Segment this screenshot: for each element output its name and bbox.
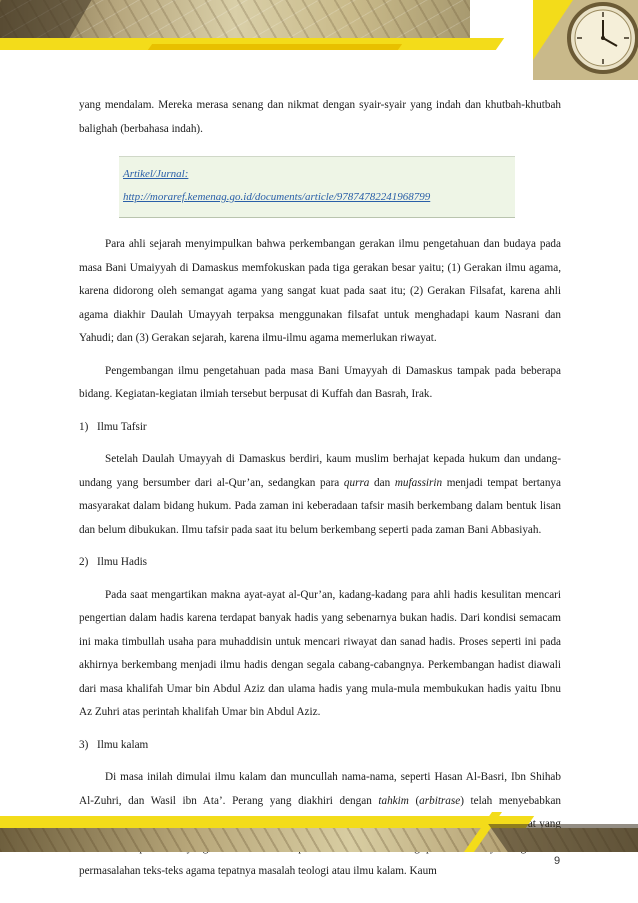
section-text-kalam: Di masa inilah dimulai ilmu kalam dan muncullah nama-nama, seperti Hasan Al-Basri, Ibn Shihab Al-Zuhri, dan Wasil ibn Ata’. Perang yang diakhiri dengan tahkim (arbitrase) telah menyebabkan permasalahan teks-teks agama tepatnya masalah teologi atau ilmu kalam. Kaum bbox=[79, 771, 561, 877]
page-content bbox=[79, 94, 561, 893]
section-number: 1) bbox=[79, 420, 89, 433]
clock-icon bbox=[533, 0, 638, 80]
article-link[interactable]: http://moraref.kemenag.go.id/documents/article/97874782241968799 bbox=[123, 191, 431, 203]
paragraph-pengembangan: Pengembangan ilmu pengetahuan pada masa Bani Umayyah di Damaskus tampak pada beberapa bidang. Kegiatan-kegiatan ilmiah tersebut berpusat di Kuffah dan Basrah, Irak. bbox=[79, 364, 561, 400]
paragraph-gerakan: Para ahli sejarah menyimpulkan bahwa perkembangan gerakan ilmu pengetahuan dan budaya pada masa Bani Umaiyyah di Damaskus memfokuskan pada tiga gerakan besar yaitu; (1) Gerakan ilmu agama, karena didorong oleh semangat agama yang sangat kuat pada saat itu; (2) Gerakan Filsafat, karena ahli agama diakhir Daulah Umayyah terpaksa menggunakan filsafat untuk menghadapi kaum Nasrani dan Yahudi; dan (3) Gerakan sejarah, karena ilmu-ilmu agama memerlukan riwayat. bbox=[79, 238, 561, 344]
section-heading-tafsir bbox=[79, 416, 561, 440]
section-title: Ilmu Tafsir bbox=[97, 420, 147, 433]
section-number: 2) bbox=[79, 556, 89, 568]
page-number: 9 bbox=[554, 855, 561, 867]
header-yellow-stripe-secondary bbox=[148, 44, 402, 50]
footer-decoration bbox=[0, 812, 638, 852]
section-text-hadis: Pada saat mengartikan makna ayat-ayat al-Qur’an, kadang-kadang para ahli hadis kesulitan mencari pengertian dalam hadis karena terdapat banyak hadis yang sebenarnya bukan hadis. Dari kondisi semacam ini maka timbullah usaha para muhaddisin untuk mencari riwayat dan sanad hadis. Proses seperti ini pada akhirnya berkembang menjadi ilmu hadis dengan segala cabang-cabangnya. Perkembangan hadist diawali dari masa khalifah Umar bin Abdul Aziz dan ulama hadis yang mula-mula membukukan hadis yaitu Ibnu Az Zuhri atas perintah khalifah Umar bin Abdul Aziz. bbox=[79, 588, 561, 718]
section-heading-kalam bbox=[79, 734, 561, 758]
header-decoration bbox=[0, 0, 638, 80]
section-heading-hadis bbox=[79, 551, 561, 575]
intro-paragraph: yang mendalam. Mereka merasa senang dan nikmat dengan syair-syair yang indah dan khutbah-khutbah balighah (berbahasa indah). bbox=[79, 99, 561, 135]
footer-dark-accent bbox=[488, 824, 638, 852]
section-text-tafsir: Setelah Daulah Umayyah di Damaskus berdiri, kaum muslim berhajat kepada hukum dan undang-undang yang bersumber dari al-Qur’an, sedangkan para qurra dan mufassirin menjadi tempat bertanya masyarakat dalam bidang hukum. Pada zaman ini keberadaan tafsir masih berkembang dalam bentuk lisan dan belum dibukukan. Ilmu tafsir pada saat itu belum berkembang seperti pada zaman Bani Abbasiyah. bbox=[79, 453, 561, 536]
section-title: Ilmu kalam bbox=[97, 738, 149, 751]
section-number: 3) bbox=[79, 738, 89, 751]
article-reference-box bbox=[119, 156, 515, 218]
article-label: Artikel/Jurnal: bbox=[123, 168, 189, 180]
footer-yellow-stripe bbox=[0, 816, 534, 828]
section-title: Ilmu Hadis bbox=[97, 556, 148, 568]
